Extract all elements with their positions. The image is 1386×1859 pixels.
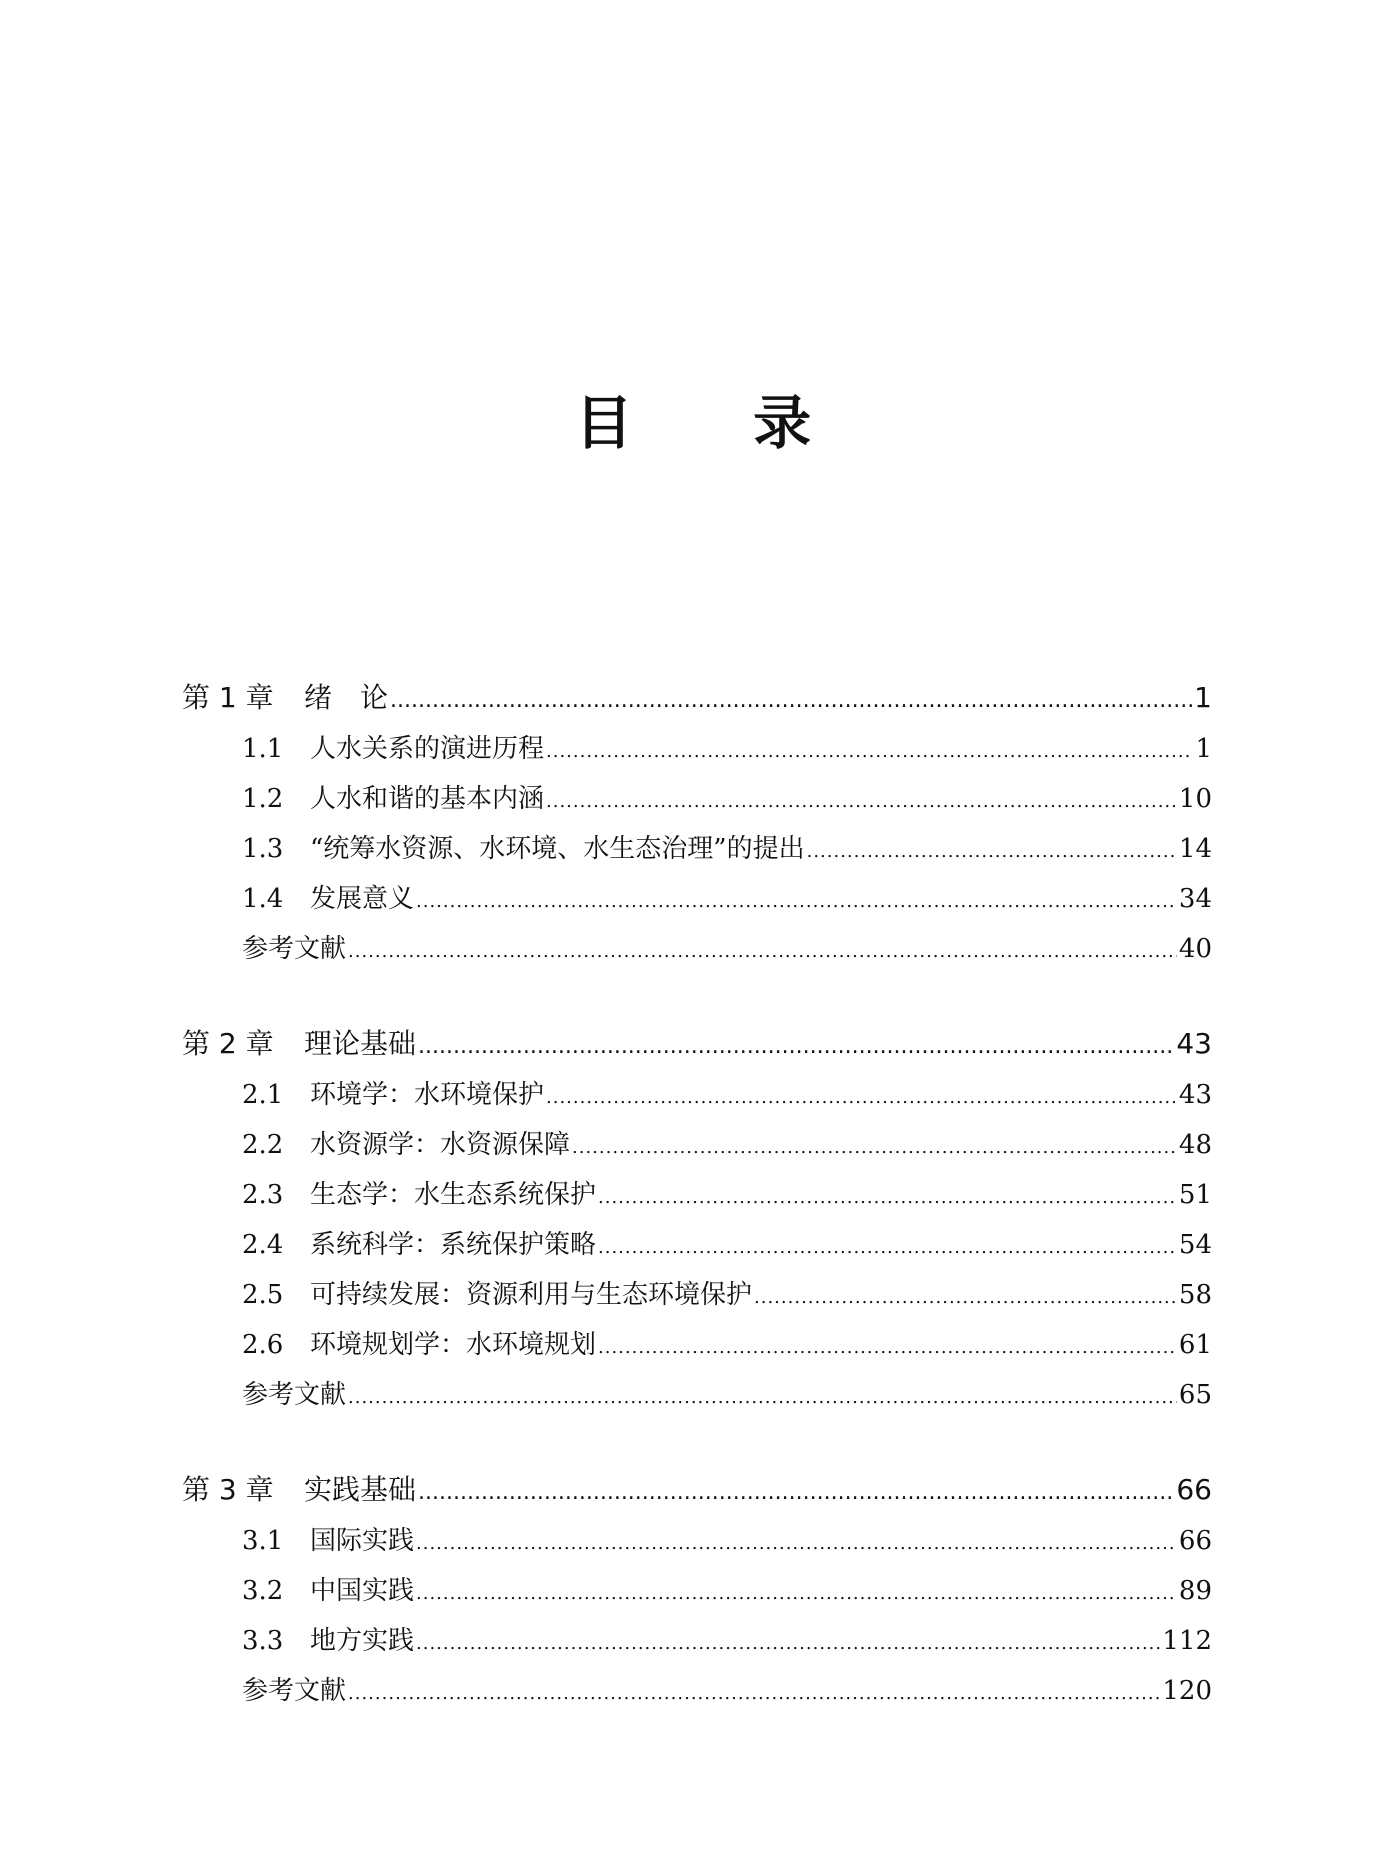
page-number: 48 <box>1178 1130 1212 1160</box>
page-number: 1 <box>1195 734 1212 764</box>
section-title: 人水和谐的基本内涵 <box>310 784 545 814</box>
dot-leader <box>546 777 1177 827</box>
chapter-2 <box>182 1018 1212 1420</box>
chapter-number: 第 3 章 <box>182 1473 274 1506</box>
dot-leader <box>348 927 1177 977</box>
section-number: 2.2 <box>242 1130 284 1160</box>
table-of-contents <box>182 672 1212 1760</box>
toc-chapter-entry[interactable] <box>182 672 1212 724</box>
section-title: 系统科学：系统保护策略 <box>310 1230 597 1260</box>
dot-leader <box>418 1021 1174 1073</box>
toc-section-entry[interactable] <box>182 1616 1212 1666</box>
page-number: 34 <box>1178 884 1212 914</box>
dot-leader <box>598 1323 1177 1373</box>
section-number: 2.6 <box>242 1330 284 1360</box>
dot-leader <box>416 1569 1177 1619</box>
section-number: 1.2 <box>242 784 284 814</box>
section-number: 2.4 <box>242 1230 284 1260</box>
page-number: 14 <box>1178 834 1212 864</box>
section-title: 水资源学：水资源保障 <box>310 1130 571 1160</box>
dot-leader <box>416 877 1177 927</box>
toc-section-entry[interactable] <box>182 1170 1212 1220</box>
toc-section-entry[interactable] <box>182 1566 1212 1616</box>
section-title: 参考文献 <box>242 1676 347 1706</box>
section-title: 可持续发展：资源利用与生态环境保护 <box>310 1280 753 1310</box>
page-number: 58 <box>1178 1280 1212 1310</box>
toc-section-entry[interactable] <box>182 1270 1212 1320</box>
toc-references-entry[interactable] <box>182 924 1212 974</box>
toc-section-entry[interactable] <box>182 1220 1212 1270</box>
section-title: 国际实践 <box>310 1526 415 1556</box>
page-number: 51 <box>1178 1180 1212 1210</box>
chapter-title: 绪 论 <box>304 681 389 714</box>
toc-section-entry[interactable] <box>182 874 1212 924</box>
page-number: 61 <box>1178 1330 1212 1360</box>
page-number: 54 <box>1178 1230 1212 1260</box>
section-title: 地方实践 <box>310 1626 415 1656</box>
section-number: 1.3 <box>242 834 284 864</box>
chapter-number: 第 2 章 <box>182 1027 274 1060</box>
dot-leader <box>572 1123 1177 1173</box>
section-number: 3.2 <box>242 1576 284 1606</box>
dot-leader <box>754 1273 1177 1323</box>
section-title: 环境学：水环境保护 <box>310 1080 545 1110</box>
toc-references-entry[interactable] <box>182 1666 1212 1716</box>
page-number: 65 <box>1178 1380 1212 1410</box>
dot-leader <box>546 1073 1177 1123</box>
page-number: 43 <box>1178 1080 1212 1110</box>
section-title: 环境规划学：水环境规划 <box>310 1330 597 1360</box>
section-number: 2.5 <box>242 1280 284 1310</box>
section-title: 参考文献 <box>242 1380 347 1410</box>
toc-section-entry[interactable] <box>182 1120 1212 1170</box>
section-title: 参考文献 <box>242 934 347 964</box>
toc-chapter-entry[interactable] <box>182 1464 1212 1516</box>
page-title: 目 录 <box>574 389 862 457</box>
chapter-1 <box>182 672 1212 974</box>
page-number: 120 <box>1162 1676 1212 1706</box>
toc-references-entry[interactable] <box>182 1370 1212 1420</box>
page-number: 112 <box>1162 1626 1212 1656</box>
toc-section-entry[interactable] <box>182 824 1212 874</box>
chapter-title: 实践基础 <box>304 1473 417 1506</box>
page-number: 10 <box>1178 784 1212 814</box>
section-number: 2.3 <box>242 1180 284 1210</box>
toc-section-entry[interactable] <box>182 774 1212 824</box>
dot-leader <box>348 1373 1177 1423</box>
chapter-title: 理论基础 <box>304 1027 417 1060</box>
section-number: 1.1 <box>242 734 284 764</box>
dot-leader <box>416 1619 1160 1669</box>
section-number: 3.3 <box>242 1626 284 1656</box>
section-title: 生态学：水生态系统保护 <box>310 1180 597 1210</box>
dot-leader <box>416 1519 1177 1569</box>
toc-section-entry[interactable] <box>182 1320 1212 1370</box>
section-title: 发展意义 <box>310 884 415 914</box>
toc-section-entry[interactable] <box>182 724 1212 774</box>
chapter-3 <box>182 1464 1212 1716</box>
toc-section-entry[interactable] <box>182 1070 1212 1120</box>
page-number: 66 <box>1176 1473 1212 1506</box>
chapter-number: 第 1 章 <box>182 681 274 714</box>
section-title: “统筹水资源、水环境、水生态治理”的提出 <box>310 834 805 864</box>
section-title: 人水关系的演进历程 <box>310 734 545 764</box>
page-number: 40 <box>1178 934 1212 964</box>
page-number: 89 <box>1178 1576 1212 1606</box>
dot-leader <box>807 827 1177 877</box>
dot-leader <box>598 1223 1177 1273</box>
page-number: 1 <box>1194 681 1212 714</box>
dot-leader <box>348 1669 1160 1719</box>
section-number: 2.1 <box>242 1080 284 1110</box>
dot-leader <box>390 675 1192 727</box>
toc-chapter-entry[interactable] <box>182 1018 1212 1070</box>
page-number: 43 <box>1176 1027 1212 1060</box>
section-number: 1.4 <box>242 884 284 914</box>
section-number: 3.1 <box>242 1526 284 1556</box>
dot-leader <box>598 1173 1177 1223</box>
page-number: 66 <box>1178 1526 1212 1556</box>
dot-leader <box>546 727 1193 777</box>
section-title: 中国实践 <box>310 1576 415 1606</box>
toc-section-entry[interactable] <box>182 1516 1212 1566</box>
dot-leader <box>418 1467 1174 1519</box>
